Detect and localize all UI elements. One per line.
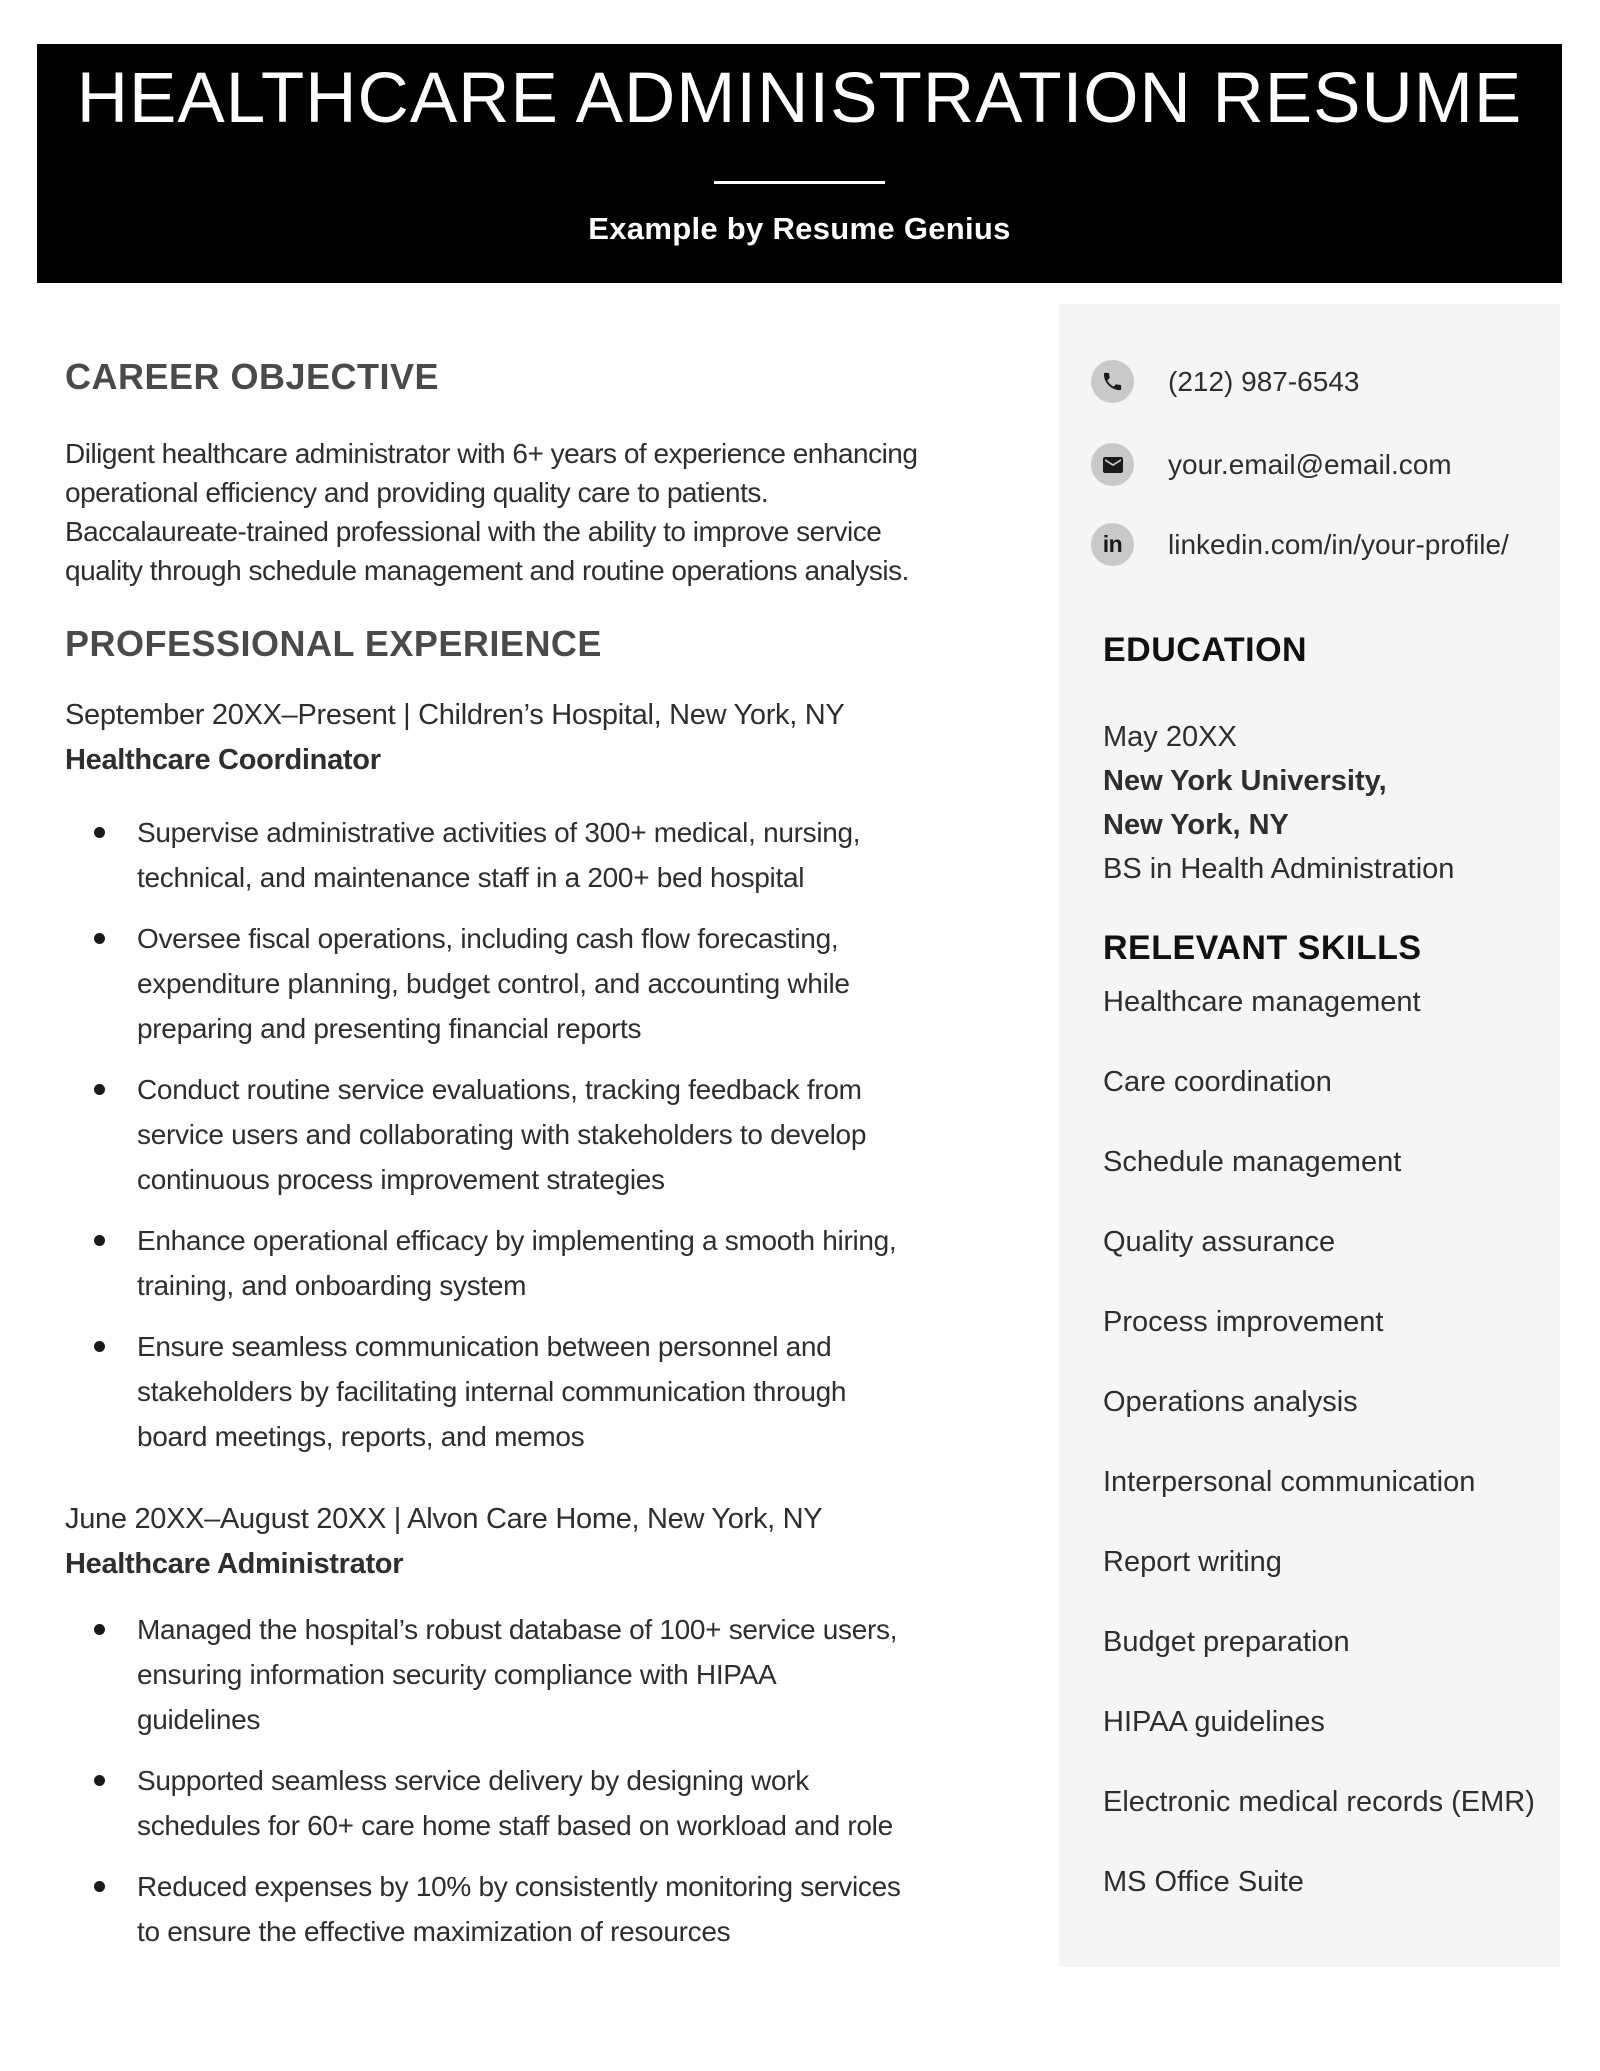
- education-degree: BS in Health Administration: [1103, 853, 1455, 885]
- job-bullet: Oversee fiscal operations, including cash flow forecasting, expenditure planning, budget control, and accounting while preparing and presenting financial reports: [65, 916, 1065, 1051]
- job-bullet-list: [65, 1607, 1065, 1970]
- education-entry: [1103, 715, 1454, 891]
- skill-item: Operations analysis: [1103, 1386, 1358, 1418]
- skill-item: HIPAA guidelines: [1103, 1706, 1325, 1738]
- career-objective-paragraph: Diligent healthcare administrator with 6+ years of experience enhancing operational efficiency and providing quality care to patients. Baccalaureate-trained professional with the ability to improve service quality through schedule management and routine operations analysis.: [65, 438, 918, 586]
- skill-item: Report writing: [1103, 1546, 1282, 1578]
- section-heading-education: EDUCATION: [1103, 631, 1308, 669]
- skill-item: Care coordination: [1103, 1066, 1332, 1098]
- job-bullet: Conduct routine service evaluations, tracking feedback from service users and collaborating with stakeholders to develop continuous process improvement strategies: [65, 1067, 1065, 1202]
- job-dates-company: June 20XX–August 20XX | Alvon Care Home, New York, NY: [65, 1503, 823, 1535]
- job-header: [65, 1497, 1060, 1587]
- job-bullet: Reduced expenses by 10% by consistently monitoring services to ensure the effective maximization of resources: [65, 1864, 1065, 1954]
- job-bullet: Ensure seamless communication between personnel and stakeholders by facilitating internal communication through board meetings, reports, and memos: [65, 1324, 1065, 1459]
- page-title: HEALTHCARE ADMINISTRATION RESUME: [76, 59, 1523, 138]
- job-title: Healthcare Coordinator: [65, 744, 381, 776]
- header-banner: [37, 44, 1562, 283]
- skills-list: [1103, 987, 1535, 1947]
- skill-item: Healthcare management: [1103, 986, 1421, 1018]
- education-location: New York, NY: [1103, 809, 1289, 841]
- education-date: May 20XX: [1103, 721, 1237, 753]
- contact-row-phone: [1091, 360, 1359, 403]
- section-heading-relevant-skills: RELEVANT SKILLS: [1103, 929, 1422, 967]
- page-subtitle: Example by Resume Genius: [588, 211, 1011, 247]
- job-title: Healthcare Administrator: [65, 1548, 404, 1580]
- skill-item: Schedule management: [1103, 1146, 1402, 1178]
- sidebar: [1059, 304, 1560, 1967]
- phone-icon: [1091, 360, 1134, 403]
- skill-item: Process improvement: [1103, 1306, 1384, 1338]
- job-bullet-list: [65, 810, 1065, 1475]
- section-heading-professional-experience: PROFESSIONAL EXPERIENCE: [65, 623, 602, 664]
- email-icon: [1091, 443, 1134, 486]
- linkedin-icon: in: [1091, 523, 1134, 566]
- job-header: [65, 693, 1060, 783]
- skill-item: Quality assurance: [1103, 1226, 1336, 1258]
- section-heading-career-objective: CAREER OBJECTIVE: [65, 356, 440, 397]
- job-bullet: Enhance operational efficacy by implementing a smooth hiring, training, and onboarding system: [65, 1218, 1065, 1308]
- skill-item: Electronic medical records (EMR): [1103, 1786, 1535, 1818]
- skill-item: MS Office Suite: [1103, 1866, 1304, 1898]
- skill-item: Budget preparation: [1103, 1626, 1350, 1658]
- contact-row-email: [1091, 443, 1452, 486]
- job-dates-company: September 20XX–Present | Children’s Hospital, New York, NY: [65, 699, 845, 731]
- education-school: New York University,: [1103, 765, 1387, 797]
- contact-row-linkedin: [1091, 523, 1509, 566]
- job-bullet: Supported seamless service delivery by designing work schedules for 60+ care home staff based on workload and role: [65, 1758, 1065, 1848]
- skill-item: Interpersonal communication: [1103, 1466, 1476, 1498]
- phone-number: (212) 987-6543: [1168, 365, 1360, 397]
- email-address: your.email@email.com: [1168, 448, 1452, 480]
- job-bullet: Supervise administrative activities of 300+ medical, nursing, technical, and maintenance staff in a 200+ bed hospital: [65, 810, 1065, 900]
- job-bullet: Managed the hospital’s robust database of 100+ service users, ensuring information security compliance with HIPAA guidelines: [65, 1607, 1065, 1742]
- linkedin-url: linkedin.com/in/your-profile/: [1168, 528, 1509, 560]
